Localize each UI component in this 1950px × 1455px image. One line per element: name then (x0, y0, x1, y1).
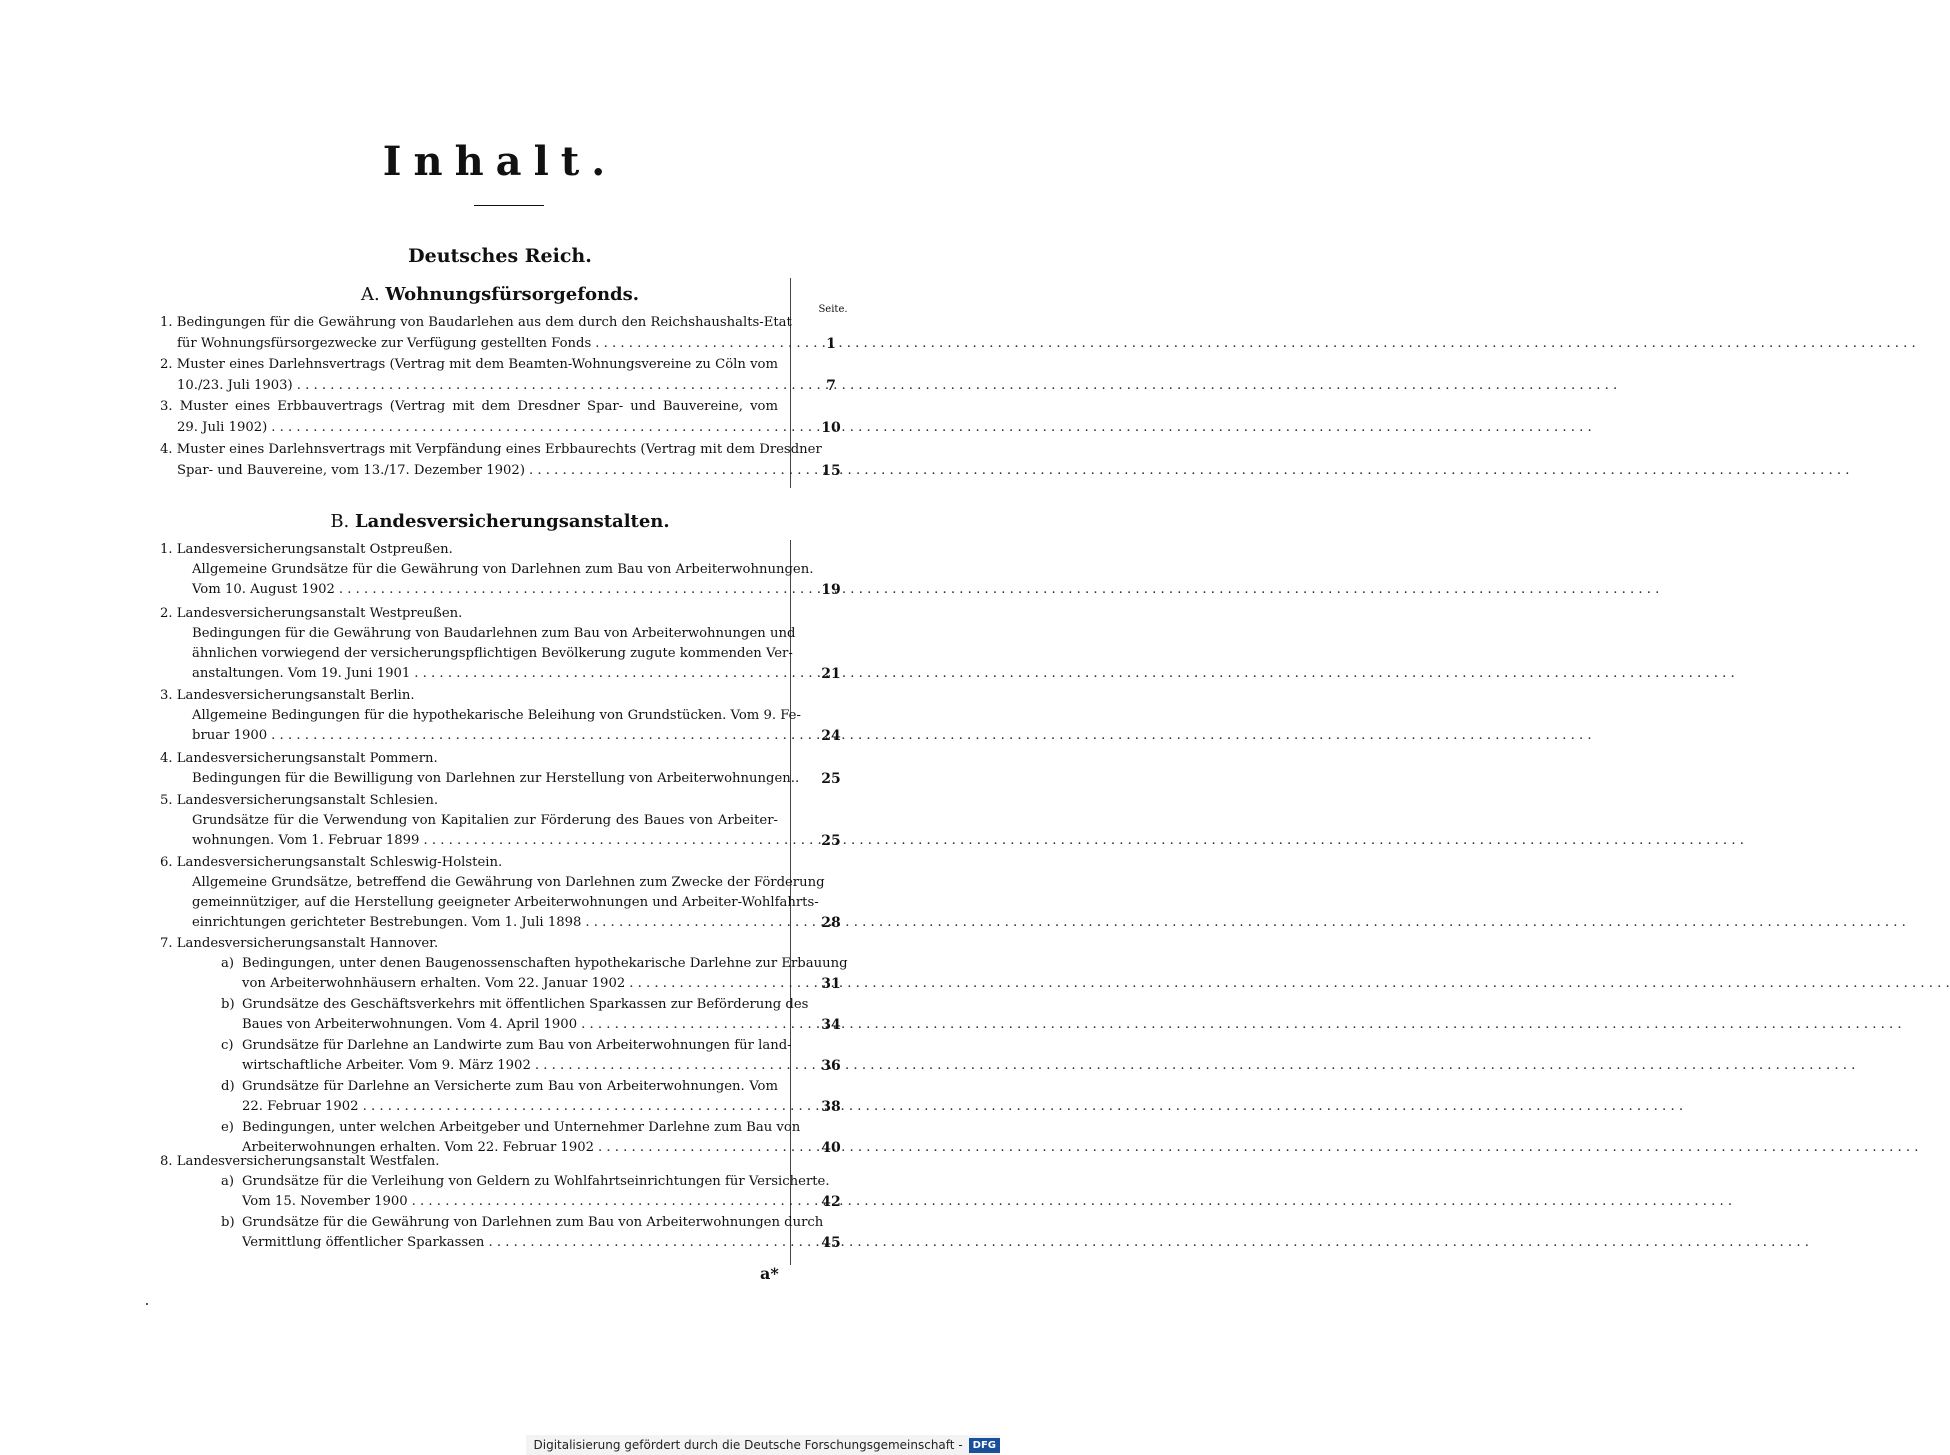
leader-dots (297, 377, 1617, 395)
page-number: 19 (821, 582, 841, 598)
leader-dots (423, 832, 1743, 850)
toc-line (177, 419, 778, 437)
toc-line-text: Vom 15. November 1900 (242, 1194, 408, 1209)
toc-line-text: Grundsätze für die Verleihung von Geldern zu Wohlfahrtseinrichtungen für Versicherte. (242, 1174, 830, 1189)
toc-line (192, 832, 778, 850)
page-number: 15 (821, 463, 841, 479)
toc-line (160, 441, 822, 459)
page-number: 28 (821, 915, 841, 931)
toc-line (192, 914, 778, 932)
toc-line-text: wohnungen. Vom 1. Februar 1899 (192, 833, 420, 848)
toc-line (160, 356, 778, 374)
page-title: Inhalt. (382, 138, 618, 185)
toc-line (242, 1037, 792, 1055)
leader-dots (412, 1193, 1732, 1211)
sub-item-label: b) (221, 997, 235, 1012)
toc-line-text: wirtschaftliche Arbeiter. Vom 9. März 1902 (242, 1058, 531, 1073)
seite-label: Seite. (818, 304, 848, 315)
toc-line-text: Allgemeine Bedingungen für die hypothekarische Beleihung von Grundstücken. Vom 9. Fe- (192, 708, 801, 723)
toc-line-text: 1. Bedingungen für die Gewährung von Baudarlehen aus dem durch den Reichshaushalts-Etat (160, 315, 792, 330)
toc-line-text: Allgemeine Grundsätze für die Gewährung von Darlehnen zum Bau von Arbeiterwohnungen. (192, 562, 814, 577)
footer-text: Digitalisierung gefördert durch die Deutsche Forschungsgemeinschaft - (533, 1438, 963, 1452)
page-number: 25 (821, 771, 841, 787)
toc-line (192, 874, 825, 892)
toc-line-text: 2. Landesversicherungsanstalt Westpreußen. (160, 606, 463, 621)
toc-line-text: von Arbeiterwohnhäusern erhalten. Vom 22. Januar 1902 (242, 976, 626, 991)
toc-line-text: 22. Februar 1902 (242, 1099, 359, 1114)
page-number: 7 (826, 378, 836, 394)
margin-mark (146, 1303, 148, 1305)
toc-line-text: 4. Muster eines Darlehnsvertrags mit Verpfändung eines Erbbaurechts (Vertrag mit dem Dresdner (160, 442, 822, 457)
toc-line-text: 6. Landesversicherungsanstalt Schleswig-Holstein. (160, 855, 503, 870)
toc-line-text: 2. Muster eines Darlehnsvertrags (Vertrag mit dem Beamten-Wohnungsvereine zu Cöln vom (160, 357, 778, 372)
toc-line-text: Vermittlung öffentlicher Sparkassen (242, 1235, 485, 1250)
sub-item-label: e) (221, 1120, 234, 1135)
section-a-letter: A. (360, 284, 380, 305)
toc-line-text: 5. Landesversicherungsanstalt Schlesien. (160, 793, 439, 808)
footer-bar (526, 1435, 1001, 1455)
toc-line-text: Vom 10. August 1902 (192, 582, 335, 597)
toc-line (192, 707, 801, 725)
leader-dots (595, 335, 1915, 353)
leader-dots (363, 1098, 1683, 1116)
page-number: 1 (826, 336, 836, 352)
toc-line-text: anstaltungen. Vom 19. Juni 1901 (192, 666, 411, 681)
toc-line (242, 975, 778, 993)
leader-dots (529, 462, 1849, 480)
page-number: 21 (821, 666, 841, 682)
toc-line (192, 625, 796, 643)
toc-line (242, 1016, 778, 1034)
toc-line (242, 1098, 778, 1116)
toc-line-text: Grundsätze für Darlehne an Landwirte zum Bau von Arbeiterwohnungen für land- (242, 1038, 792, 1053)
section-a-heading (0, 284, 1000, 305)
toc-line-text: Baues von Arbeiterwohnungen. Vom 4. April 1900 (242, 1017, 578, 1032)
toc-line (192, 665, 778, 683)
page-number: 10 (821, 420, 841, 436)
toc-line-text: Allgemeine Grundsätze, betreffend die Gewährung von Darlehnen zum Zwecke der Förderung (192, 875, 825, 890)
toc-line-text: gemeinnütziger, auf die Herstellung geeigneter Arbeiterwohnungen und Arbeiter-Wohlfahrts- (192, 895, 819, 910)
toc-line-text: 3. Muster eines Erbbauvertrags (Vertrag mit dem Dresdner Spar- und Bauvereine, vom (160, 399, 778, 414)
toc-line-text: 29. Juli 1902) (177, 420, 268, 435)
toc-line (192, 581, 778, 599)
section-b-heading (0, 511, 1000, 532)
toc-line (242, 1193, 778, 1211)
toc-line-text: 3. Landesversicherungsanstalt Berlin. (160, 688, 415, 703)
dfg-logo: DFG (969, 1438, 1000, 1453)
toc-line (192, 561, 814, 579)
toc-line-text: 8. Landesversicherungsanstalt Westfalen. (160, 1154, 440, 1169)
leader-dots (271, 727, 1591, 745)
sub-item-label: d) (221, 1079, 235, 1094)
page-number: 38 (821, 1099, 841, 1115)
toc-line-text: Grundsätze für die Verwendung von Kapitalien zur Förderung des Baues von Arbeiter- (192, 813, 778, 828)
toc-line (242, 1078, 778, 1096)
toc-line (242, 1234, 778, 1252)
toc-line-text: ähnlichen vorwiegend der versicherungspflichtigen Bevölkerung zugute kommenden Ver- (192, 646, 793, 661)
leader-dots (581, 1016, 1901, 1034)
toc-line (177, 462, 778, 480)
leader-dots (339, 581, 1659, 599)
toc-line-text: Bedingungen, unter welchen Arbeitgeber und Unternehmer Darlehne zum Bau von (242, 1120, 801, 1135)
page-number: 24 (821, 728, 841, 744)
title-rule (474, 205, 544, 206)
toc-line-text: 10./23. Juli 1903) (177, 378, 293, 393)
toc-line (242, 1057, 778, 1075)
toc-line-text: Spar- und Bauvereine, vom 13./17. Dezember 1902) (177, 463, 525, 478)
leader-dots (271, 419, 1591, 437)
page-number: 34 (821, 1017, 841, 1033)
sub-item-label: b) (221, 1215, 235, 1230)
signature-mark: a* (760, 1264, 779, 1283)
sub-item-label: c) (221, 1038, 234, 1053)
leader-dots (598, 1139, 1918, 1157)
page-number: 36 (821, 1058, 841, 1074)
leader-dots (535, 1057, 1855, 1075)
toc-line (192, 770, 800, 788)
toc-line-text: Bedingungen für die Gewährung von Baudarlehnen zum Bau von Arbeiterwohnungen und (192, 626, 796, 641)
toc-line-text: Arbeiterwohnungen erhalten. Vom 22. Februar 1902 (242, 1140, 594, 1155)
toc-line (242, 1119, 801, 1137)
section-b-title: Landesversicherungsanstalten. (355, 511, 670, 532)
toc-line-text: Bedingungen, unter denen Baugenossenschaften hypothekarische Darlehne zur Erbauung (242, 956, 848, 971)
toc-line-text: Bedingungen für die Bewilligung von Darlehnen zur Herstellung von Arbeiterwohnungen.. (192, 771, 800, 786)
part-title: Deutsches Reich. (408, 245, 592, 267)
toc-line (160, 1153, 778, 1171)
toc-line (160, 687, 778, 705)
page-number: 25 (821, 833, 841, 849)
toc-line (192, 727, 778, 745)
toc-line (177, 335, 778, 353)
toc-line-text: Grundsätze für die Gewährung von Darlehnen zum Bau von Arbeiterwohnungen durch (242, 1215, 824, 1230)
toc-line (242, 1173, 830, 1191)
toc-line (160, 792, 778, 810)
section-a-title: Wohnungsfürsorgefonds. (385, 284, 640, 305)
toc-line-text: einrichtungen gerichteter Bestrebungen. Vom 1. Juli 1898 (192, 915, 582, 930)
toc-line (160, 398, 778, 416)
toc-line (177, 377, 778, 395)
toc-line (160, 605, 778, 623)
section-b-letter: B. (330, 511, 350, 532)
toc-line (242, 1214, 824, 1232)
page-number: 40 (821, 1140, 841, 1156)
toc-line (160, 314, 792, 332)
sub-item-label: a) (221, 956, 235, 971)
toc-line (192, 894, 819, 912)
toc-line-text: 1. Landesversicherungsanstalt Ostpreußen. (160, 542, 453, 557)
page-number: 31 (821, 976, 841, 992)
page-number: 42 (821, 1194, 841, 1210)
toc-line (192, 812, 778, 830)
toc-line (242, 996, 809, 1014)
toc-line-text: Grundsätze für Darlehne an Versicherte zum Bau von Arbeiterwohnungen. Vom (242, 1079, 778, 1094)
toc-line (160, 935, 778, 953)
leader-dots (488, 1234, 1808, 1252)
toc-line-text: für Wohnungsfürsorgezwecke zur Verfügung gestellten Fonds (177, 336, 592, 351)
sub-item-label: a) (221, 1174, 235, 1189)
toc-line-text: 7. Landesversicherungsanstalt Hannover. (160, 936, 439, 951)
toc-line-text: bruar 1900 (192, 728, 268, 743)
toc-line (242, 955, 848, 973)
toc-line (192, 645, 793, 663)
toc-line-text: Grundsätze des Geschäftsverkehrs mit öffentlichen Sparkassen zur Beförderung des (242, 997, 809, 1012)
leader-dots (585, 914, 1905, 932)
page-number: 45 (821, 1235, 841, 1251)
leader-dots (414, 665, 1734, 683)
toc-line (160, 750, 778, 768)
toc-line (160, 854, 778, 872)
toc-line-text: 4. Landesversicherungsanstalt Pommern. (160, 751, 438, 766)
toc-line (160, 541, 778, 559)
